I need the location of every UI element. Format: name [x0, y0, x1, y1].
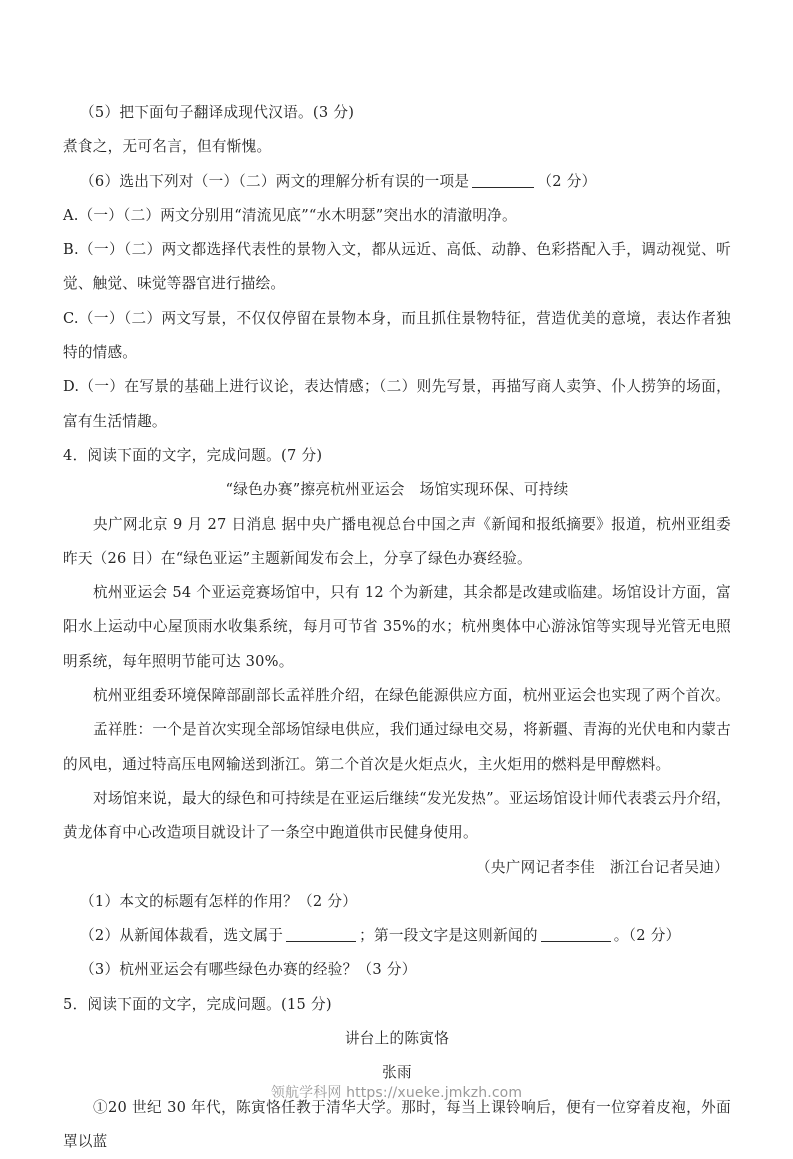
question-3-sub5-sentence: 煮食之，无可名言，但有惭愧。 [63, 138, 272, 156]
question-3-sub6-prompt-text: （6）选出下列对（一）（二）两文的理解分析有误的一项是 [80, 172, 470, 190]
answer-blank-q4-lead[interactable] [541, 927, 611, 942]
question-4-sub2-text-1: （2）从新闻体裁看，选文属于 [80, 927, 284, 945]
question-5-article-title: 讲台上的陈寅恪 [344, 1030, 450, 1048]
answer-blank-q3-sub6[interactable] [472, 173, 534, 188]
question-4-paragraph-3: 杭州亚组委环境保障部副部长孟祥胜介绍，在绿色能源供应方面，杭州亚运会也实现了两个首次。 [93, 687, 730, 705]
footer-site-url: https://xueke.jmkzh.com [346, 1085, 523, 1101]
question-4-sub1: （1）本文的标题有怎样的作用？（2 分） [80, 892, 358, 910]
question-3-option-b[interactable]: B.（一）（二）两文都选择代表性的景物入文，都从远近、高低、动静、色彩搭配入手，调动视觉、听觉、触觉、味觉等器官进行描绘。 [63, 241, 731, 293]
question-3-option-c[interactable]: C.（一）（二）两文写景，不仅仅停留在景物本身，而且抓住景物特征，营造优美的意境，表达作者独特的情感。 [63, 309, 731, 362]
question-3-sub6-points: （2 分） [537, 172, 597, 190]
question-4-sub2-text-2: ；第一段文字是这则新闻的 [359, 927, 538, 945]
question-3-option-d[interactable]: D.（一）在写景的基础上进行议论，表达情感；（二）则先写景，再描写商人卖笋、仆人捞笋的场面，富有生活情趣。 [63, 378, 731, 430]
question-5-paragraph-1: ①20 世纪 30 年代，陈寅恪任教于清华大学。那时，每当上课铃响后，便有一位穿着皮袍，外面罩以蓝 [63, 1098, 731, 1150]
question-4-article-title: “绿色办赛”擦亮杭州亚运会 场馆实现环保、可持续 [225, 481, 569, 499]
question-4-sub2 [63, 919, 731, 953]
page-footer [0, 1082, 793, 1102]
question-5-stem: 5．阅读下面的文字，完成问题。(15 分) [63, 995, 332, 1013]
question-4-sub3: （3）杭州亚运会有哪些绿色办赛的经验？（3 分） [80, 961, 417, 979]
page-content [63, 96, 731, 1159]
answer-blank-q4-genre[interactable] [286, 927, 356, 942]
question-4-paragraph-4: 孟祥胜：一个是首次实现全部场馆绿电供应，我们通过绿电交易，将新疆、青海的光伏电和内蒙古的风电，通过特高压电网输送到浙江。第二个首次是火炬点火，主火炬用的燃料是甲醇燃料。 [63, 721, 731, 773]
footer-site-name: 领航学科网 [270, 1085, 342, 1101]
question-3-sub5-prompt: （5）把下面句子翻译成现代汉语。(3 分) [80, 104, 355, 121]
question-4-paragraph-2: 杭州亚运会 54 个亚运竞赛场馆中，只有 12 个为新建，其余都是改建或临建。场馆设计方面，富阳水上运动中心屋顶雨水收集系统，每月可节省 35%的水；杭州奥体中心游泳馆等实现导光管无电照明系统，每年照明节能可达 30%。 [63, 584, 731, 670]
question-4-sub2-points: 。（2 分） [613, 927, 681, 945]
question-3-sub6-prompt [63, 165, 731, 199]
question-3-option-a[interactable]: A.（一）（二）两文分别用“清流见底”“水木明瑟”突出水的清澈明净。 [63, 206, 517, 224]
question-4-stem: 4．阅读下面的文字，完成问题。(7 分) [63, 446, 323, 464]
question-4-paragraph-5: 对场馆来说，最大的绿色和可持续是在亚运后继续“发光发热”。亚运场馆设计师代表裘云丹介绍，黄龙体育中心改造项目就设计了一条空中跑道供市民健身使用。 [63, 789, 731, 842]
question-4-byline: （央广网记者李佳 浙江台记者吴迪） [475, 858, 729, 876]
question-4-paragraph-1: 央广网北京 9 月 27 日消息 据中央广播电视总台中国之声《新闻和报纸摘要》报道，杭州亚组委昨天（26 日）在“绿色亚运”主题新闻发布会上，分享了绿色办赛经验。 [63, 515, 731, 567]
question-5-author: 张雨 [382, 1064, 412, 1082]
